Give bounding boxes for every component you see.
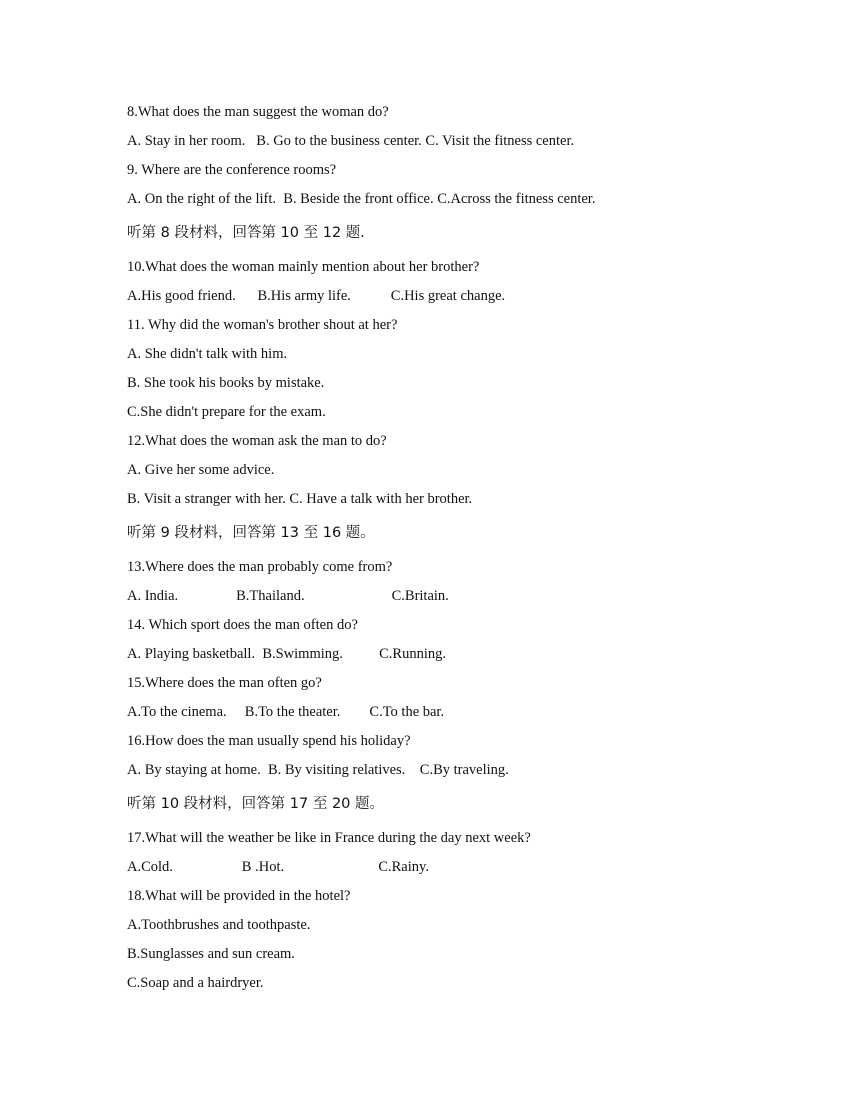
section-heading: 听第 10 段材料，回答第 17 至 20 题。 [127,796,385,812]
question-line: 8.What does the man suggest the woman do? [127,104,389,120]
options-line: A.His good friend. B.His army life. C.His great change. [127,288,506,304]
question-line: 11. Why did the woman's brother shout at her? [127,317,398,333]
option-line: C.She didn't prepare for the exam. [127,404,326,420]
section-heading: 听第 8 段材料，回答第 10 至 12 题. [127,225,365,241]
question-list [127,98,747,998]
section-heading: 听第 9 段材料，回答第 13 至 16 题。 [127,525,375,541]
option-line: B.Sunglasses and sun cream. [127,946,295,962]
question-line: 14. Which sport does the man often do? [127,617,358,633]
options-line: A. On the right of the lift. B. Beside the front office. C.Across the fitness center. [127,191,596,207]
options-line: A.Cold. B .Hot. C.Rainy. [127,859,429,875]
options-line: A. By staying at home. B. By visiting relatives. C.By traveling. [127,762,509,778]
options-line: A. Stay in her room. B. Go to the business center. C. Visit the fitness center. [127,133,575,149]
question-line: 17.What will the weather be like in France during the day next week? [127,830,531,846]
option-line: A. Give her some advice. [127,462,275,478]
option-line: B. She took his books by mistake. [127,375,325,391]
question-line: 16.How does the man usually spend his holiday? [127,733,411,749]
options-line: A.To the cinema. B.To the theater. C.To the bar. [127,704,445,720]
options-line: B. Visit a stranger with her. C. Have a talk with her brother. [127,491,473,507]
question-line: 12.What does the woman ask the man to do? [127,433,387,449]
options-line: A. India. B.Thailand. C.Britain. [127,588,449,604]
options-line: A. Playing basketball. B.Swimming. C.Running. [127,646,447,662]
question-line: 13.Where does the man probably come from? [127,559,393,575]
option-line: A.Toothbrushes and toothpaste. [127,917,311,933]
question-line: 15.Where does the man often go? [127,675,322,691]
question-line: 10.What does the woman mainly mention about her brother? [127,259,480,275]
option-line: C.Soap and a hairdryer. [127,975,264,991]
option-line: A. She didn't talk with him. [127,346,288,362]
question-line: 9. Where are the conference rooms? [127,162,337,178]
question-line: 18.What will be provided in the hotel? [127,888,351,904]
